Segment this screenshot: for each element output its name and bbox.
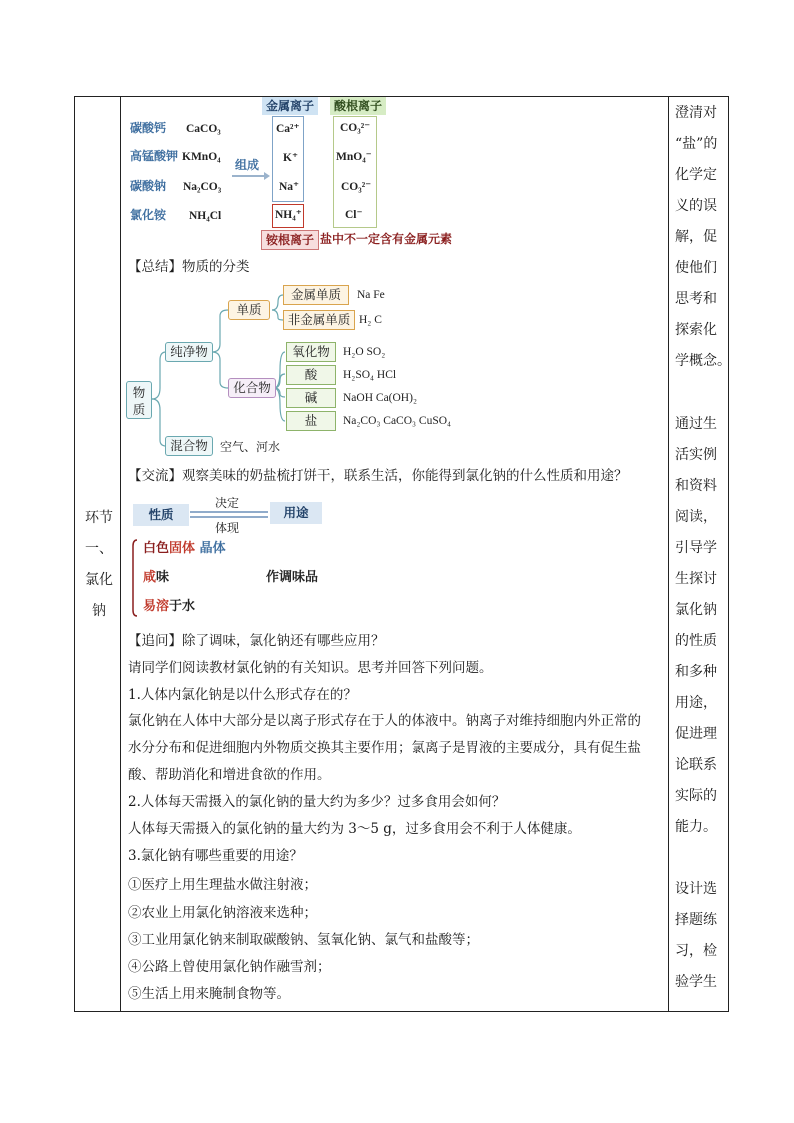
body-line: 人体每天需摄入的氯化钠的量大约为 3～5 g，过多食用会不利于人体健康。 <box>128 821 581 837</box>
summary-heading: 【总结】物质的分类 <box>128 259 250 275</box>
taste-text: 味 <box>156 570 170 585</box>
body-line: 3.氯化钠有哪些重要的用途？ <box>128 848 303 864</box>
acid-ion-1: CO₃²⁻ <box>340 122 371 134</box>
side-note-line: 思考和 <box>675 291 717 307</box>
seasoning-text: 作调味品 <box>266 570 319 585</box>
crystal-text: 晶体 <box>199 541 226 556</box>
compose-label: 组成 <box>235 158 260 172</box>
side-note-line: 解，促 <box>675 229 717 245</box>
salt-node: 盐 <box>286 411 336 431</box>
metal-ion-3: Na⁺ <box>279 181 300 193</box>
section-label-line: 环节 <box>85 510 113 526</box>
side-note-line: 义的误 <box>675 198 717 214</box>
compound-node: 化合物 <box>228 378 276 398</box>
decide-label: 决定 <box>215 496 240 510</box>
side-note-line: 设计选 <box>675 881 717 897</box>
metal-element-examples: Na Fe <box>357 289 385 301</box>
side-note-line: 氯化钠 <box>675 602 717 618</box>
property-row-3 <box>143 598 195 616</box>
side-note-line: 习，检 <box>675 943 717 959</box>
nonmetal-element-node: 非金属单质 <box>283 310 355 330</box>
body-line: 【追问】除了调味，氯化钠还有哪些应用？ <box>128 633 385 649</box>
oxide-node: 氧化物 <box>286 342 336 362</box>
salt-name-4: 氯化铵 <box>130 208 167 222</box>
salt-formula-2: KMnO₄ <box>182 151 221 163</box>
nonmetal-element-examples: H₂ C <box>359 314 382 326</box>
mixture-examples: 空气、河水 <box>220 440 281 454</box>
side-note-line: 和多种 <box>675 664 717 680</box>
acid-ion-2: MnO₄⁻ <box>336 151 372 163</box>
base-examples: NaOH Ca(OH)₂ <box>343 392 417 404</box>
oxide-examples: H₂O SO₂ <box>343 346 386 358</box>
root-node: 物质 <box>126 381 152 419</box>
acid-node: 酸 <box>286 365 336 385</box>
element-node: 单质 <box>228 300 270 320</box>
base-node: 碱 <box>286 388 336 408</box>
ammonium-tag: 铵根离子 <box>261 230 319 250</box>
body-line: 2.人体每天需摄入的氯化钠的量大约为多少？过多食用会如何？ <box>128 794 506 810</box>
metal-ion-header: 金属离子 <box>262 97 318 115</box>
side-note-line: 学概念。 <box>675 353 731 369</box>
body-line: ③工业用氯化钠来制取碳酸钠、氢氧化钠、氯气和盐酸等； <box>128 932 479 948</box>
in-water-text: 于水 <box>169 599 196 614</box>
body-line: ②农业上用氯化钠溶液来选种； <box>128 905 317 921</box>
side-note-line: 验学生 <box>675 974 717 990</box>
side-note-line: 活实例 <box>675 447 717 463</box>
salt-formula-3: Na₂CO₃ <box>183 181 222 193</box>
body-line: 1.人体内氯化钠是以什么形式存在的？ <box>128 687 357 703</box>
pure-substance-node: 纯净物 <box>165 342 213 362</box>
side-note-line: “盐”的 <box>675 136 718 152</box>
side-note-line: 使他们 <box>675 260 717 276</box>
salt-name-3: 碳酸钠 <box>130 179 167 193</box>
side-note-line: 能力。 <box>675 819 717 835</box>
side-note-line: 论联系 <box>675 757 717 773</box>
salt-formula-4: NH₄Cl <box>189 210 222 222</box>
side-note-line: 引导学 <box>675 540 717 556</box>
property-row-1 <box>143 540 226 558</box>
side-note-line: 的性质 <box>675 633 717 649</box>
salt-examples: Na₂CO₃ CaCO₃ CuSO₄ <box>343 415 452 427</box>
side-note-line: 阅读， <box>675 509 717 525</box>
solid-text: 固体 <box>169 541 196 556</box>
metal-ion-1: Ca²⁺ <box>276 123 300 135</box>
salt-note: 盐中不一定含有金属元素 <box>320 232 453 246</box>
section-label-line: 氯化 <box>85 572 113 588</box>
metal-element-node: 金属单质 <box>283 285 349 305</box>
side-note-line: 促进理 <box>675 726 717 742</box>
exchange-question: 【交流】观察美味的奶盐梳打饼干，联系生活，你能得到氯化钠的什么性质和用途？ <box>128 468 628 484</box>
mixture-node: 混合物 <box>165 436 213 456</box>
property-row-2 <box>143 569 169 587</box>
side-note-line: 探索化 <box>675 322 717 338</box>
acid-ion-3: CO₃²⁻ <box>341 181 372 193</box>
reflect-label: 体现 <box>215 521 240 535</box>
white-text: 白色 <box>143 541 170 556</box>
body-line: 酸、帮助消化和增进食欲的作用。 <box>128 767 331 783</box>
salty-text: 咸 <box>143 570 157 585</box>
body-line: ①医疗上用生理盐水做注射液； <box>128 877 317 893</box>
body-line: 水分分布和促进细胞内外物质交换其主要作用；氯离子是胃液的主要成分，具有促生盐 <box>128 740 641 756</box>
body-line: ⑤生活上用来腌制食物等。 <box>128 986 290 1002</box>
acid-ion-header: 酸根离子 <box>330 97 386 115</box>
property-box: 性质 <box>133 504 189 526</box>
use-box: 用途 <box>270 502 322 524</box>
salt-formula-1: CaCO₃ <box>186 123 221 135</box>
metal-ion-4: NH₄⁺ <box>275 209 302 221</box>
property-bracket <box>131 538 139 618</box>
side-note-line: 用途， <box>675 695 717 711</box>
side-note-line: 化学定 <box>675 167 717 183</box>
body-line: 氯化钠在人体中大部分是以离子形式存在于人的体液中。钠离子对维持细胞内外正常的 <box>128 713 641 729</box>
acid-examples: H₂SO₄ HCl <box>343 369 397 381</box>
acid-ion-4: Cl⁻ <box>345 209 363 221</box>
section-label-line: 钠 <box>92 603 106 619</box>
salt-name-1: 碳酸钙 <box>130 121 167 135</box>
body-line: ④公路上曾使用氯化钠作融雪剂； <box>128 959 331 975</box>
side-note-line: 生探讨 <box>675 571 717 587</box>
side-note-line: 澄清对 <box>675 105 717 121</box>
metal-ion-2: K⁺ <box>283 152 299 164</box>
section-label-line: 一、 <box>85 541 113 557</box>
double-arrow <box>190 510 270 520</box>
side-note-line: 实际的 <box>675 788 717 804</box>
body-line: 请同学们阅读教材氯化钠的有关知识。思考并回答下列问题。 <box>128 660 493 676</box>
side-note-line: 通过生 <box>675 416 717 432</box>
salt-name-2: 高锰酸钾 <box>130 149 179 163</box>
side-note-line: 择题练 <box>675 912 717 928</box>
soluble-text: 易溶 <box>143 599 170 614</box>
side-note-line: 和资料 <box>675 478 717 494</box>
